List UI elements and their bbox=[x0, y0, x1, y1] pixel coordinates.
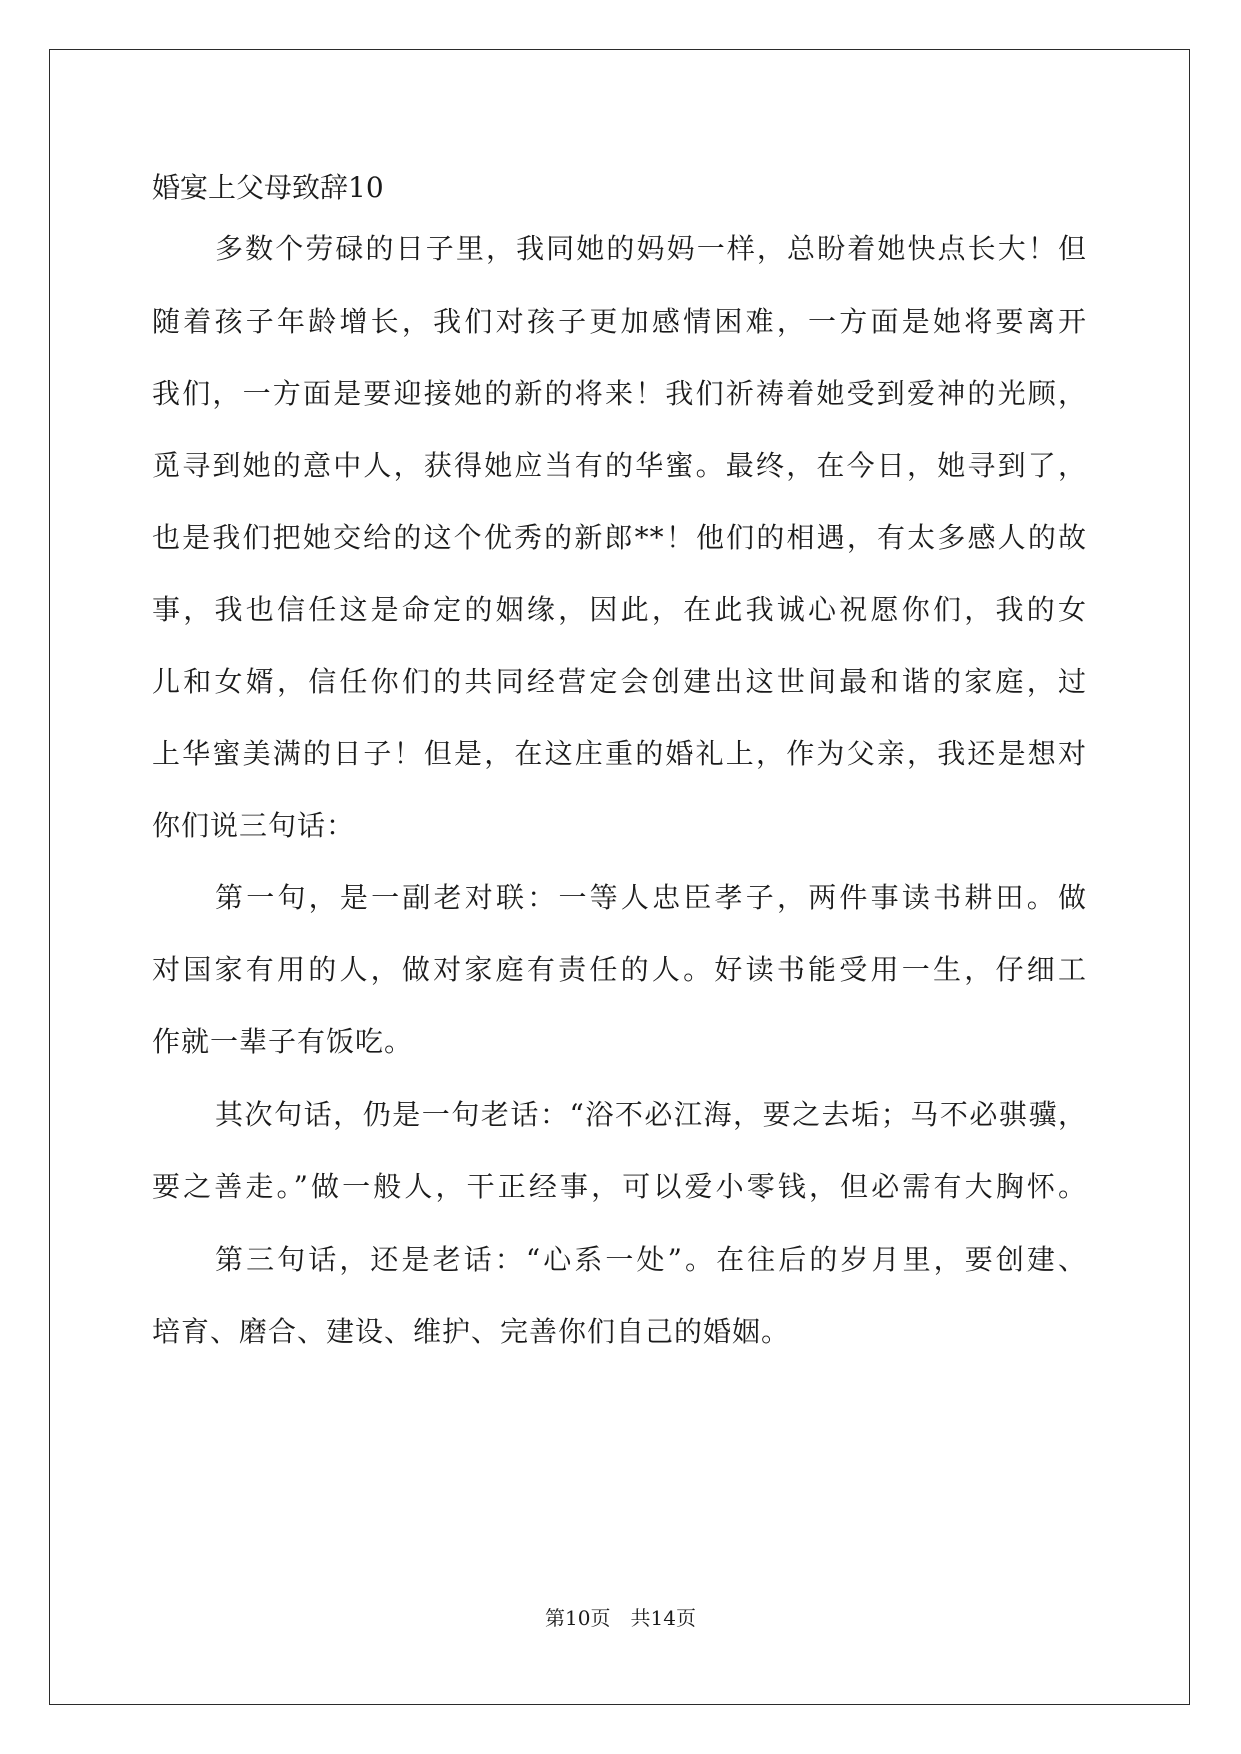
text-line-7: 儿和女婿，信任你们的共同经营定会创建出这世间最和谐的家庭，过 bbox=[152, 665, 1087, 698]
page-frame bbox=[49, 49, 1190, 1705]
text-line-3: 我们，一方面是要迎接她的新的将来！我们祈祷着她受到爱神的光顾， bbox=[152, 377, 1087, 410]
text-line-13: 其次句话，仍是一句老话：“浴不必江海，要之去垢；马不必骐骥， bbox=[215, 1098, 1087, 1131]
text-line-4: 觅寻到她的意中人，获得她应当有的华蜜。最终，在今日，她寻到了， bbox=[152, 449, 1087, 482]
text-line-16: 培育、磨合、建设、维护、完善你们自己的婚姻。 bbox=[152, 1315, 791, 1348]
text-line-11: 对国家有用的人，做对家庭有责任的人。好读书能受用一生，仔细工 bbox=[152, 953, 1087, 986]
text-line-5: 也是我们把她交给的这个优秀的新郎**！他们的相遇，有太多感人的故 bbox=[152, 521, 1087, 554]
text-line-8: 上华蜜美满的日子！但是，在这庄重的婚礼上，作为父亲，我还是想对 bbox=[152, 737, 1087, 770]
text-line-14: 要之善走。”做一般人，干正经事，可以爱小零钱，但必需有大胸怀。 bbox=[152, 1170, 1087, 1203]
text-line-6: 事，我也信任这是命定的姻缘，因此，在此我诚心祝愿你们，我的女 bbox=[152, 593, 1087, 626]
text-line-9: 你们说三句话： bbox=[152, 809, 356, 842]
text-line-15: 第三句话，还是老话：“心系一处”。在往后的岁月里，要创建、 bbox=[215, 1243, 1087, 1276]
text-line-1: 多数个劳碌的日子里，我同她的妈妈一样，总盼着她快点长大！但 bbox=[215, 232, 1087, 265]
text-line-12: 作就一辈子有饭吃。 bbox=[152, 1025, 414, 1058]
text-line-10: 第一句，是一副老对联：一等人忠臣孝子，两件事读书耕田。做 bbox=[215, 881, 1087, 914]
text-line-2: 随着孩子年龄增长，我们对孩子更加感情困难，一方面是她将要离开 bbox=[152, 305, 1087, 338]
page-number-footer: 第10页 共14页 bbox=[545, 1606, 696, 1630]
document-title: 婚宴上父母致辞10 bbox=[152, 171, 384, 204]
